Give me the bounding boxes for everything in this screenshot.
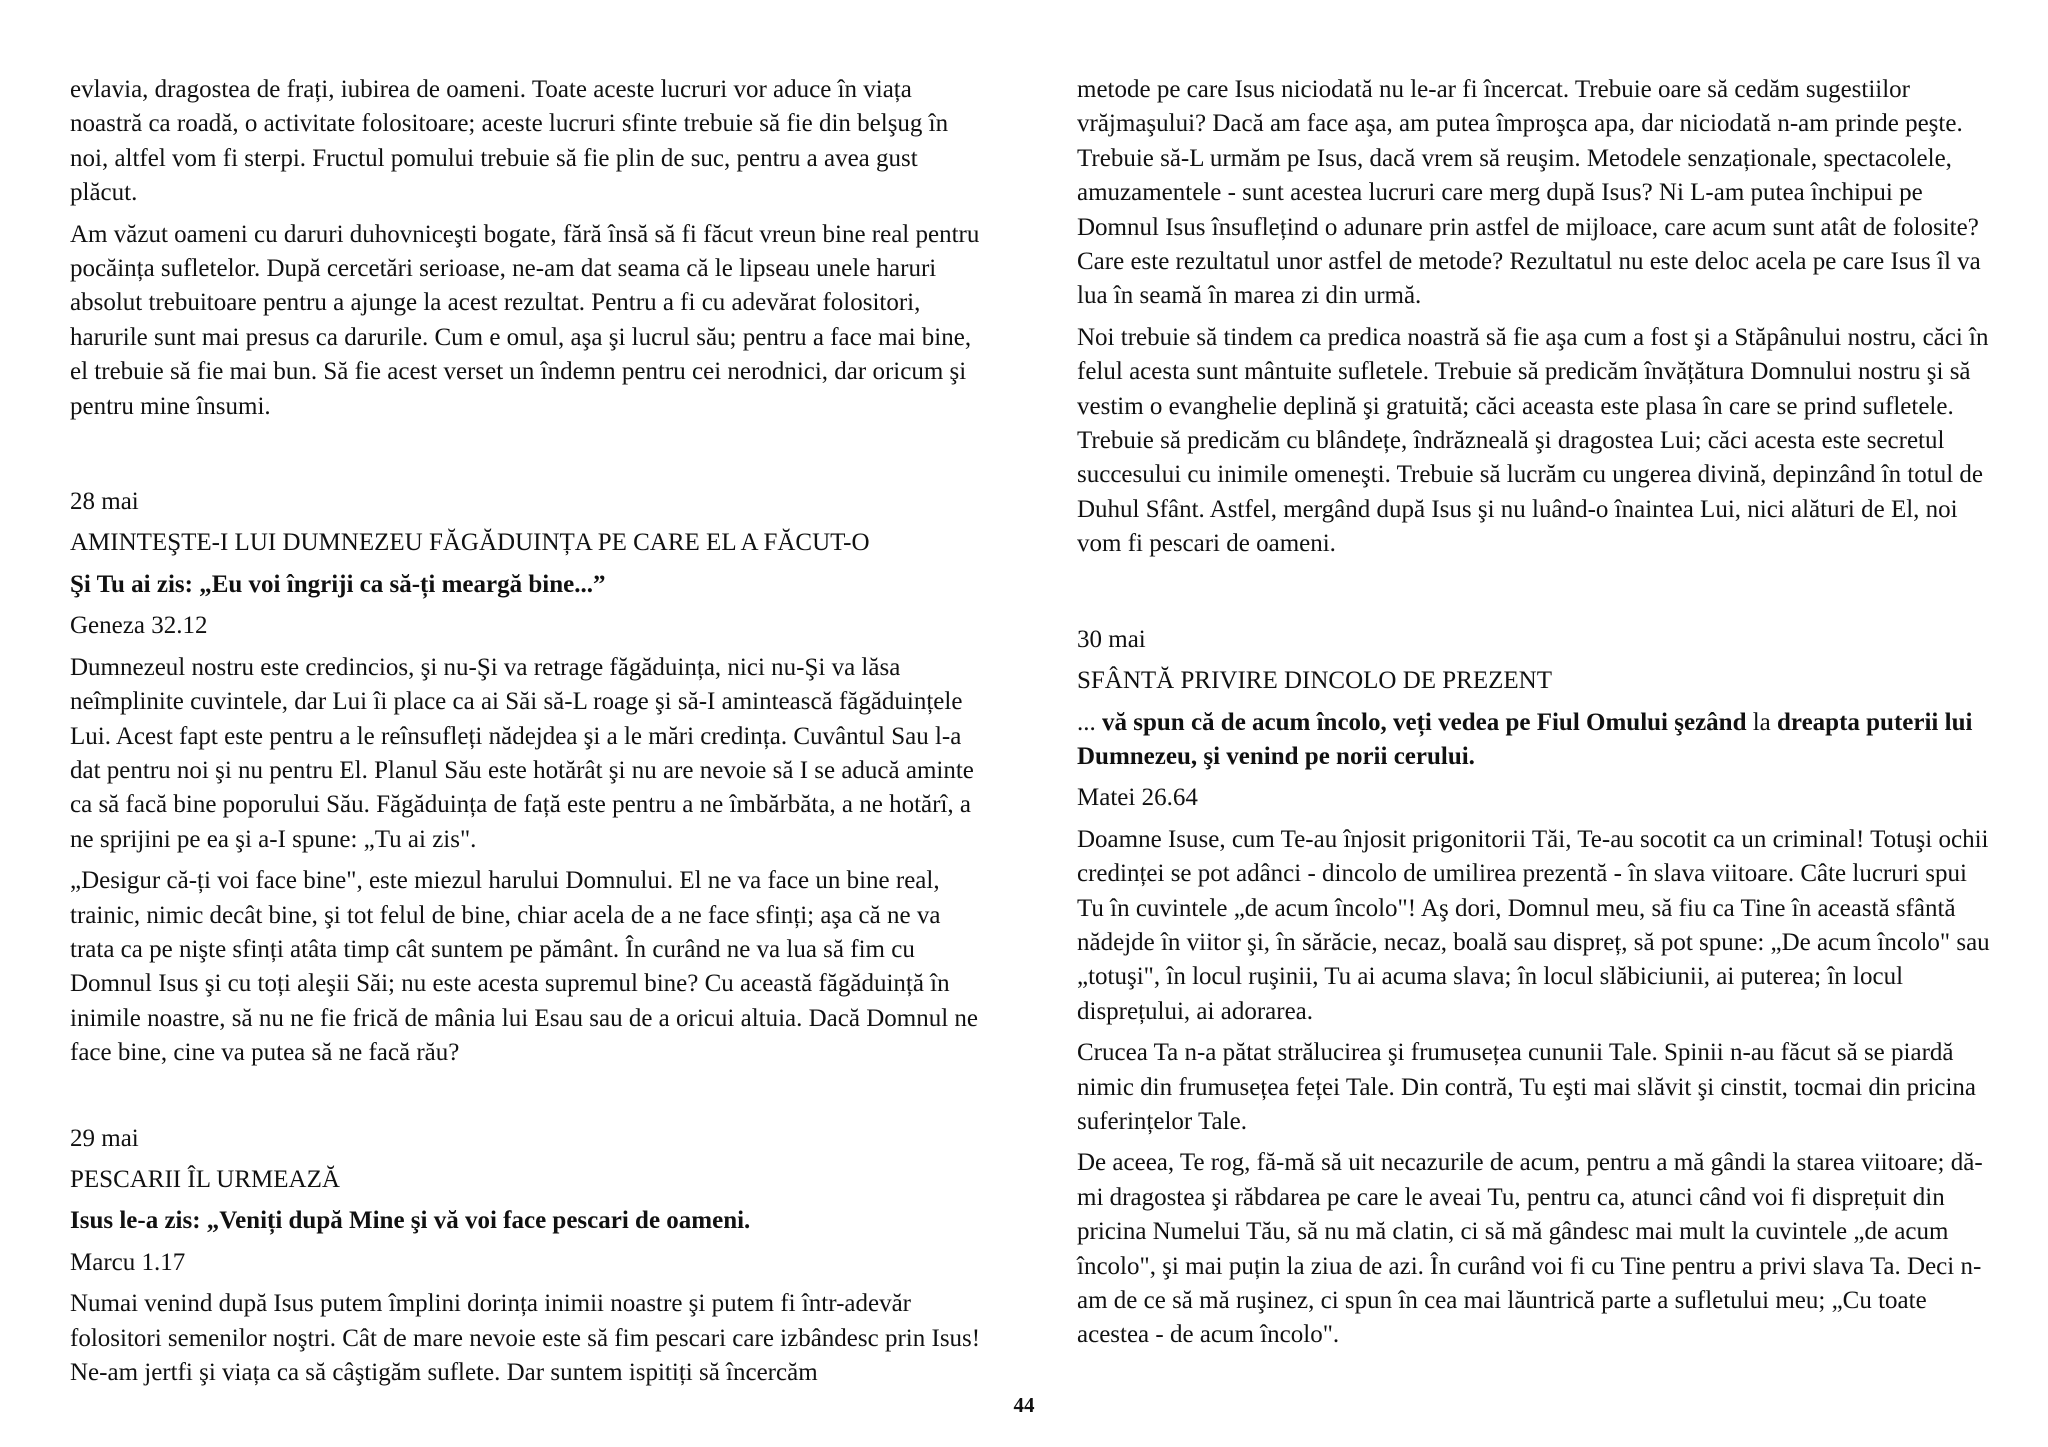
paragraph: evlavia, dragostea de frați, iubirea de oameni. Toate aceste lucruri vor aduce în viața noastră ca roadă, o activitate folositoare; aceste lucruri sfinte trebuie să fie din belşug în noi, altfel vom fi sterpi. Fructul pomului trebuie să fie plin de suc, pentru a avea gust plăcut. xyxy=(70,76,949,207)
verse-part: la xyxy=(1746,708,1778,736)
entry-date: 30 mai xyxy=(1077,625,1146,653)
entry-reference: Geneza 32.12 xyxy=(70,612,208,640)
entry-title: SFÂNTĂ PRIVIRE DINCOLO DE PREZENT xyxy=(1077,667,1552,695)
section-gap xyxy=(1077,569,1997,623)
verse-part: vă spun că de acum încolo, veți vedea pe Fiul Omului şezând xyxy=(1102,708,1747,736)
entry-title: PESCARII ÎL URMEAZĂ xyxy=(70,1165,340,1193)
paragraph: Crucea Ta n-a pătat strălucirea şi frumusețea cununii Tale. Spinii n-au făcut să se piardă nimic din frumusețea feței Tale. Din contră, Tu eşti mai slăvit şi cinstit, tocmai din pricina suferințelor Tale. xyxy=(1077,1039,1976,1135)
entry-date: 29 mai xyxy=(70,1124,139,1152)
entry-reference: Marcu 1.17 xyxy=(70,1248,186,1276)
page-number: 44 xyxy=(1013,1393,1035,1417)
paragraph: Numai venind după Isus putem împlini dorința inimii noastre şi putem fi într-adevăr folositori semenilor noştri. Cât de mare nevoie este să fim pescari care izbândesc prin Isus! Ne-am jertfi şi viața ca să câştigăm suflete. Dar suntem ispitiți să încercăm xyxy=(70,1290,981,1386)
paragraph: Noi trebuie să tindem ca predica noastră să fie aşa cum a fost şi a Stăpânului nostru, căci în felul acesta sunt mântuite sufletele. Trebuie să predicăm învățătura Domnului nostru şi să vestim o evanghelie deplină şi gratuită; căci aceasta este plasa în care se prind sufletele. Trebuie să predicăm cu blândețe, îndrăzneală şi dragostea Lui; căci acesta este secretul succesului cu inimile omeneşti. Trebuie să lucrăm cu ungerea divină, depinzând în totul de Duhul Sfânt. Astfel, mergând după Isus şi nu luând-o înaintea Lui, nici alături de El, noi vom fi pescari de oameni. xyxy=(1077,323,1989,558)
section-gap xyxy=(70,431,990,485)
left-column xyxy=(70,73,990,1397)
entry-reference: Matei 26.64 xyxy=(1077,784,1198,812)
paragraph: De aceea, Te rog, fă-mă să uit necazurile de acum, pentru a mă gândi la starea viitoare; dă-mi dragostea şi răbdarea pe care le aveai Tu, pentru ca, atunci când voi fi disprețuit din pricina Numelui Tău, să nu mă clatin, ci să mă gândesc mai mult la cuvintele „de acum încolo", şi mai puțin la ziua de azi. În curând voi fi cu Tine pentru a privi slava Ta. Deci n-am de ce să mă ruşinez, ci spun în cea mai lăuntrică parte a sufletului meu; „Cu toate acestea - de acum încolo". xyxy=(1077,1149,1983,1349)
paragraph: „Desigur că-ți voi face bine", este miezul harului Domnului. El ne va face un bine real, trainic, nimic decât bine, şi tot felul de bine, chiar acela de a ne face sfinți; aşa că ne va trata ca pe nişte sfinți atâta timp cât suntem pe pământ. În curând ne va lua să fim cu Domnul Isus şi cu toți aleşii Săi; nu este acesta supremul bine? Cu această făgăduință în inimile noastre, să nu ne fie frică de mânia lui Esau sau de a oricui altuia. Dacă Domnul ne face bine, cine va putea să ne facă rău? xyxy=(70,867,979,1067)
paragraph: Am văzut oameni cu daruri duhovniceşti bogate, fără însă să fi făcut vreun bine real pentru pocăința sufletelor. După cercetări serioase, ne-am dat seama că le lipseau unele haruri absolut trebuitoare pentru a ajunge la acest rezultat. Pentru a fi cu adevărat folositori, harurile sunt mai presus ca darurile. Cum e omul, aşa şi lucrul său; pentru a face mai bine, el trebuie să fie mai bun. Să fie acest verset un îndemn pentru cei nerodnici, dar oricum şi pentru mine însumi. xyxy=(70,220,980,420)
entry-verse: Isus le-a zis: „Veniți după Mine şi vă voi face pescari de oameni. xyxy=(70,1207,751,1235)
entry-date: 28 mai xyxy=(70,488,139,516)
section-gap xyxy=(70,1078,990,1122)
verse-ellipsis: ... xyxy=(1077,708,1102,736)
paragraph: metode pe care Isus niciodată nu le-ar fi încercat. Trebuie oare să cedăm sugestiilor vrăjmaşului? Dacă am face aşa, am putea împroşca apa, dar niciodată n-am prinde peşte. Trebuie să-L urmăm pe Isus, dacă vrem să reuşim. Metodele senzaționale, spectacolele, amuzamentele - sunt acestea lucruri care merg după Isus? Ni L-am putea închipui pe Domnul Isus însuflețind o adunare prin astfel de mijloace, care acum sunt atât de folosite? Care este rezultatul unor astfel de metode? Rezultatul nu este deloc acela pe care Isus îl va lua în seamă în marea zi din urmă. xyxy=(1077,76,1981,310)
paragraph: Doamne Isuse, cum Te-au înjosit prigonitorii Tăi, Te-au socotit ca un criminal! Totuşi ochii credinței se pot adânci - dincolo de umilirea prezentă - în slava viitoare. Câte lucruri spui Tu în cuvintele „de acum încolo"! Aş dori, Domnul meu, să fiu ca Tine în această sfântă nădejde în viitor şi, în sărăcie, necaz, boală sau dispreț, să pot spune: „De acum încolo" sau „totuşi", în locul ruşinii, Tu ai acuma slava; în locul slăbiciunii, ai puterea; în locul disprețului, ai adorarea. xyxy=(1077,825,1990,1025)
verse-part: dreapta puterii lui Dumnezeu, şi venind pe norii cerului. xyxy=(1077,708,1973,770)
entry-verse: Şi Tu ai zis: „Eu voi îngriji ca să-ți meargă bine...” xyxy=(70,570,606,598)
paragraph: Dumnezeul nostru este credincios, şi nu-Şi va retrage făgăduința, nici nu-Şi va lăsa neîmplinite cuvintele, dar Lui îi place ca ai Săi să-L roage şi să-I amintească făgăduințele Lui. Acest fapt este pentru a le reînsufleți nădejdea şi a le mări credința. Cuvântul Sau l-a dat pentru noi şi nu pentru El. Planul Său este hotărât şi nu are nevoie să I se aducă aminte ca să facă bine poporului Său. Făgăduința de față este pentru a ne îmbărbăta, a ne hotărî, a ne sprijini pe ea şi a-I spune: „Tu ai zis". xyxy=(70,653,974,853)
entry-title: AMINTEŞTE-I LUI DUMNEZEU FĂGĂDUINȚA PE CARE EL A FĂCUT-O xyxy=(70,529,870,557)
right-column xyxy=(1077,73,1997,1360)
entry-verse xyxy=(1077,706,1997,775)
